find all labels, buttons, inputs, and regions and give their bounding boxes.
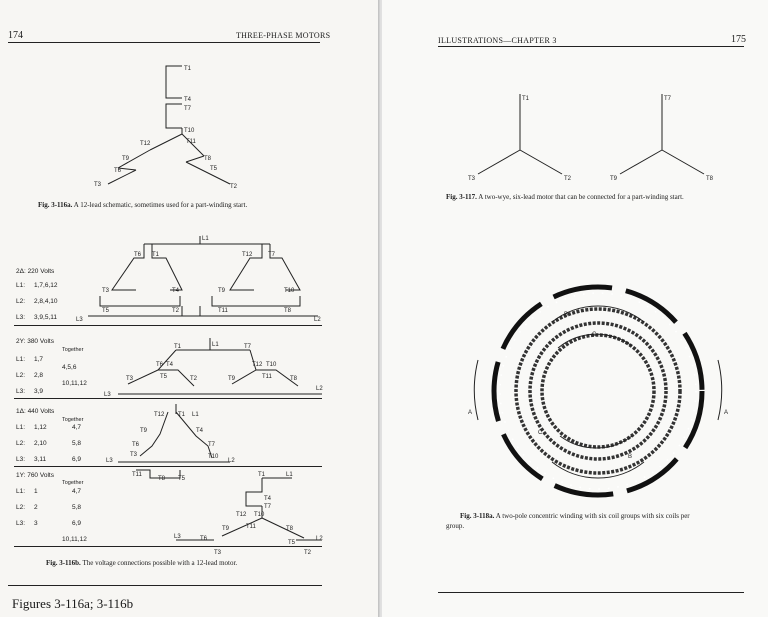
coil-label-c-bottom: C	[538, 430, 543, 436]
svg-text:T10: T10	[254, 512, 265, 518]
fig-117-text: A two-wye, six-lead motor that can be connected for a part-winding start.	[478, 193, 684, 201]
t7-label: T7	[184, 106, 192, 112]
svg-text:T12: T12	[236, 512, 247, 518]
svg-text:T1: T1	[178, 412, 186, 418]
svg-text:T5: T5	[288, 540, 296, 546]
fig-116b-text: The voltage connections possible with a 12-lead motor.	[82, 559, 238, 567]
svg-text:L1: L1	[192, 412, 199, 418]
svg-text:T11: T11	[218, 308, 228, 314]
table-row-together: 4,7	[72, 488, 82, 495]
table-row-together: 6,9	[72, 456, 82, 463]
table-row-line: L2:	[16, 298, 26, 305]
running-head: THREE-PHASE MOTORS	[236, 31, 331, 40]
table-row-line: L3:	[16, 456, 26, 463]
diagram-l3-label: L3	[76, 317, 83, 323]
svg-text:T6: T6	[156, 362, 164, 368]
table-row-line: L1:	[16, 424, 26, 431]
t2-label: T2	[564, 176, 572, 182]
coil-label-a-right: A	[724, 410, 729, 416]
svg-text:T4: T4	[264, 496, 272, 502]
svg-text:T9: T9	[140, 428, 148, 434]
fig-118a-caption-line2: group.	[446, 522, 465, 530]
svg-text:T12: T12	[252, 362, 263, 368]
page-number: 174	[8, 30, 23, 41]
svg-text:T4: T4	[166, 362, 174, 368]
svg-text:T5: T5	[178, 476, 186, 482]
svg-text:T3: T3	[214, 550, 222, 556]
table-row-together: 4,5,6	[62, 364, 77, 371]
svg-text:T2: T2	[190, 376, 198, 382]
together-label: Together	[62, 347, 84, 353]
coil-label-b-top: B	[564, 312, 569, 318]
table-row-leads: 3,11	[34, 456, 47, 463]
table-row-leads: 3,9,5,11	[34, 314, 58, 321]
svg-text:T4: T4	[172, 288, 180, 294]
t9-label: T9	[610, 176, 618, 182]
svg-text:L1: L1	[212, 342, 219, 348]
svg-text:T10: T10	[284, 288, 295, 294]
table-row-leads: 2,8,4,10	[34, 298, 58, 305]
t8-label: T8	[204, 156, 212, 162]
svg-text:T10: T10	[208, 454, 219, 460]
table-row-line: L3:	[16, 388, 26, 395]
svg-text:L3: L3	[174, 534, 181, 540]
table-row-line: L3:	[16, 314, 26, 321]
svg-text:T6: T6	[132, 442, 140, 448]
fig-116b-caption	[46, 559, 237, 567]
svg-text:T12: T12	[154, 412, 165, 418]
t2-label: T2	[230, 184, 238, 190]
svg-text:T3: T3	[130, 452, 138, 458]
fig-116b-diagrams	[0, 0, 380, 560]
right-page	[382, 0, 768, 617]
coil-label-a-left: A	[468, 410, 473, 416]
t11-label: T11	[186, 139, 196, 145]
table-2y-title: 2Y: 380 Volts	[16, 338, 54, 345]
running-head: ILLUSTRATIONS—CHAPTER 3	[438, 36, 557, 45]
table-row-line: L1:	[16, 356, 26, 363]
page-footer-label: Figures 3-116a; 3-116b	[12, 596, 134, 611]
svg-text:T9: T9	[218, 288, 226, 294]
table-1delta-title: 1Δ: 440 Volts	[16, 408, 55, 415]
table-row-together: 6,9	[72, 520, 82, 527]
table-row-leads: 3,9	[34, 388, 44, 395]
svg-text:T8: T8	[286, 526, 294, 532]
svg-text:T6: T6	[134, 252, 142, 258]
fig-116a-number: Fig. 3-116a.	[38, 201, 73, 209]
svg-text:L2: L2	[316, 536, 323, 542]
svg-text:T1: T1	[152, 252, 160, 258]
table-row-line: L1:	[16, 488, 26, 495]
svg-text:L3: L3	[104, 392, 111, 398]
table-row-leads: 1,12	[34, 424, 47, 431]
fig-117-number: Fig. 3-117.	[446, 193, 477, 201]
diagram-l1-label: L1	[202, 236, 209, 242]
svg-text:L2: L2	[228, 458, 235, 464]
fig-118a-text: A two-pole concentric winding with six coil groups with six coils per	[495, 512, 690, 520]
svg-text:T11: T11	[246, 524, 256, 530]
table-row-together: 10,11,12	[62, 380, 87, 387]
fig-116b-number: Fig. 3-116b.	[46, 559, 81, 567]
fig-118a-winding	[382, 0, 768, 520]
table-row-line: L1:	[16, 282, 26, 289]
svg-text:L1: L1	[286, 472, 293, 478]
page-number: 175	[731, 34, 746, 45]
t6-label: T6	[114, 168, 122, 174]
svg-text:T5: T5	[102, 308, 110, 314]
t8-label: T8	[706, 176, 714, 182]
t12-label: T12	[140, 141, 151, 147]
t1-label: T1	[184, 66, 192, 72]
t3-label: T3	[94, 182, 102, 188]
table-row-leads: 1	[34, 488, 38, 495]
svg-text:T9: T9	[222, 526, 230, 532]
table-extra-together: 10,11,12	[62, 536, 87, 543]
together-label: Together	[62, 480, 84, 486]
together-label: Together	[62, 417, 84, 423]
svg-text:T2: T2	[304, 550, 312, 556]
svg-text:T1: T1	[174, 344, 182, 350]
table-row-line: L2:	[16, 372, 26, 379]
svg-text:L2: L2	[316, 386, 323, 392]
fig-116a-text: A 12-lead schematic, sometimes used for a part-winding start.	[73, 201, 248, 209]
svg-text:T7: T7	[208, 442, 216, 448]
svg-text:T11: T11	[132, 472, 142, 478]
svg-text:T8: T8	[284, 308, 292, 314]
table-row-line: L2:	[16, 504, 26, 511]
t1-label: T1	[522, 96, 530, 102]
footer-rule	[8, 585, 322, 586]
table-row-leads: 1,7	[34, 356, 44, 363]
table-row-leads: 2,10	[34, 440, 47, 447]
table-row-together: 4,7	[72, 424, 82, 431]
svg-text:T8: T8	[290, 376, 298, 382]
svg-text:T10: T10	[266, 362, 277, 368]
table-1y-title: 1Y: 760 Volts	[16, 472, 54, 479]
left-page	[0, 0, 380, 617]
t7-label: T7	[664, 96, 672, 102]
svg-text:T3: T3	[102, 288, 110, 294]
table-row-together: 5,8	[72, 504, 82, 511]
table-row-leads: 2	[34, 504, 38, 511]
table-row-leads: 3	[34, 520, 38, 527]
table-2delta-title: 2Δ: 220 Volts	[16, 268, 55, 275]
svg-text:T6: T6	[200, 536, 208, 542]
t9-label: T9	[122, 156, 130, 162]
svg-text:T9: T9	[228, 376, 236, 382]
table-row-line: L2:	[16, 440, 26, 447]
svg-text:T2: T2	[172, 308, 180, 314]
table-row-leads: 2,8	[34, 372, 44, 379]
table-row-together: 5,8	[72, 440, 82, 447]
svg-text:T7: T7	[268, 252, 276, 258]
svg-text:T8: T8	[158, 476, 166, 482]
fig-118a-number: Fig. 3-118a.	[460, 512, 495, 520]
diagram-l2-label: L2	[314, 317, 321, 323]
svg-text:T4: T4	[196, 428, 204, 434]
table-row-line: L3:	[16, 520, 26, 527]
t10-label: T10	[184, 128, 195, 134]
svg-text:L3: L3	[106, 458, 113, 464]
t4-label: T4	[184, 97, 192, 103]
svg-text:T5: T5	[160, 374, 168, 380]
svg-text:T7: T7	[264, 504, 272, 510]
coil-label-b-bottom: B	[628, 454, 633, 460]
fig-118a-caption	[460, 512, 690, 520]
svg-text:T12: T12	[242, 252, 253, 258]
table-row-leads: 1,7,6,12	[34, 282, 58, 289]
footer-rule	[438, 592, 744, 593]
coil-label-c-top: C	[592, 332, 597, 338]
svg-text:T3: T3	[126, 376, 134, 382]
svg-text:T7: T7	[244, 344, 252, 350]
t5-label: T5	[210, 166, 218, 172]
svg-text:T11: T11	[262, 374, 272, 380]
t3-label: T3	[468, 176, 476, 182]
svg-text:T1: T1	[258, 472, 266, 478]
